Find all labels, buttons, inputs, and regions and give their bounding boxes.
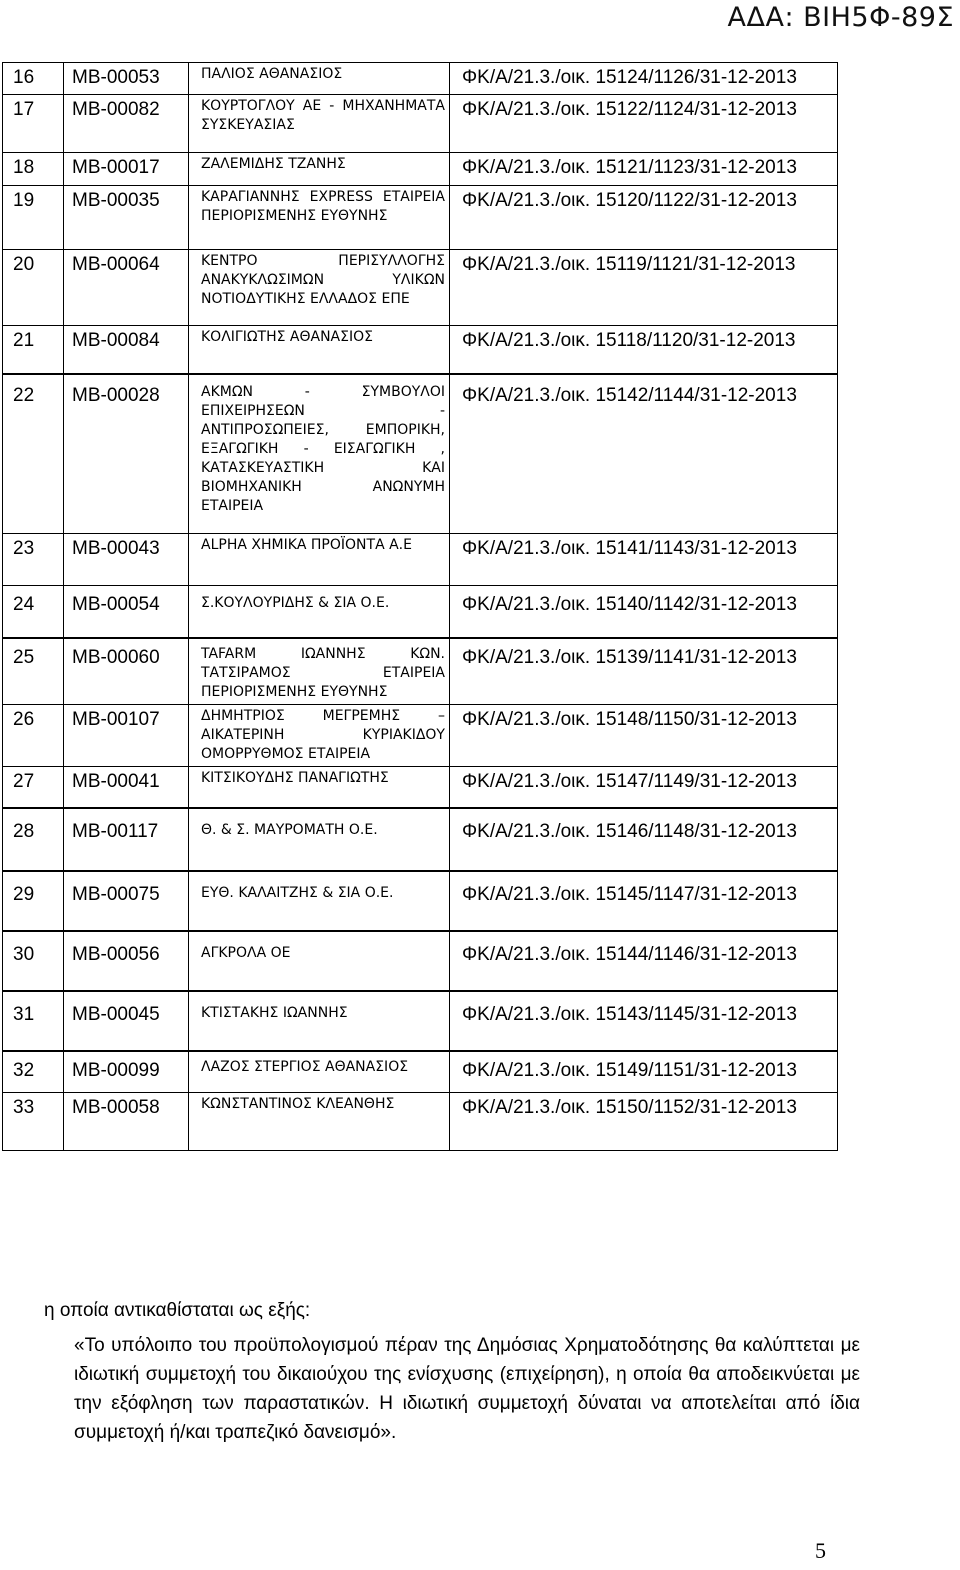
- table-row: [3, 638, 838, 705]
- row-number: 23: [13, 538, 35, 559]
- registry-code: ΜΒ-00099: [72, 1060, 160, 1081]
- code-cell: [64, 766, 189, 808]
- decision-reference: ΦΚ/Α/21.3./οικ. 15118/1120/31-12-2013: [462, 330, 796, 351]
- decision-reference: ΦΚ/Α/21.3./οικ. 15141/1143/31-12-2013: [462, 538, 797, 559]
- row-number-cell: [3, 95, 64, 153]
- name-cell: [189, 326, 450, 374]
- ref-cell: [450, 991, 838, 1051]
- table-row: [3, 186, 838, 250]
- name-cell: [189, 95, 450, 153]
- row-number: 28: [13, 821, 35, 842]
- name-cell: [189, 931, 450, 991]
- row-number: 29: [13, 884, 35, 905]
- code-cell: [64, 1051, 189, 1092]
- decision-reference: ΦΚ/Α/21.3./οικ. 15147/1149/31-12-2013: [462, 770, 797, 792]
- row-number: 16: [13, 67, 35, 88]
- code-cell: [64, 250, 189, 326]
- ref-cell: [450, 1051, 838, 1092]
- decision-reference: ΦΚ/Α/21.3./οικ. 15122/1124/31-12-2013: [462, 99, 797, 120]
- name-cell: [189, 991, 450, 1051]
- registry-code: ΜΒ-00028: [72, 384, 160, 406]
- ref-cell: [450, 871, 838, 931]
- decision-reference: ΦΚ/Α/21.3./οικ. 15150/1152/31-12-2013: [462, 1096, 797, 1118]
- code-cell: [64, 153, 189, 186]
- table-row: [3, 871, 838, 931]
- company-name: Σ.ΚΟΥΛΟΥΡΙΔΗΣ & ΣΙΑ Ο.Ε.: [201, 595, 390, 611]
- code-cell: [64, 871, 189, 931]
- company-name: ΚΕΝΤΡΟ ΠΕΡΙΣΥΛΛΟΓΗΣ ΑΝΑΚΥΚΛΩΣΙΜΩΝ ΥΛΙΚΩΝ ΝΟΤΙΟΔΥΤΙΚΗΣ ΕΛΛΑΔΟΣ ΕΠΕ: [201, 253, 445, 307]
- row-number-cell: [3, 931, 64, 991]
- decision-reference: ΦΚ/Α/21.3./οικ. 15144/1146/31-12-2013: [462, 944, 797, 965]
- company-name: ΚΑΡΑΓΙΑΝΝΗΣ EXPRESS ΕΤΑΙΡΕΙΑ ΠΕΡΙΟΡΙΣΜΕΝΗΣ ΕΥΘΥΝΗΣ: [201, 189, 445, 224]
- table-row: [3, 808, 838, 871]
- ref-cell: [450, 931, 838, 991]
- row-number: 24: [13, 594, 35, 615]
- company-name: ΖΑΛΕΜΙΔΗΣ ΤΖΑΝΗΣ: [201, 156, 346, 172]
- registry-code: ΜΒ-00117: [72, 821, 159, 842]
- registry-code: ΜΒ-00082: [72, 99, 160, 120]
- code-cell: [64, 95, 189, 153]
- code-cell: [64, 63, 189, 95]
- row-number-cell: [3, 1051, 64, 1092]
- decision-reference: ΦΚ/Α/21.3./οικ. 15148/1150/31-12-2013: [462, 708, 797, 730]
- row-number-cell: [3, 704, 64, 766]
- ref-cell: [450, 153, 838, 186]
- table-row: [3, 931, 838, 991]
- code-cell: [64, 1092, 189, 1150]
- registry-code: ΜΒ-00084: [72, 330, 160, 351]
- row-number: 27: [13, 770, 35, 792]
- registry-code: ΜΒ-00058: [72, 1096, 160, 1118]
- registry-code: ΜΒ-00035: [72, 190, 160, 211]
- row-number: 32: [13, 1060, 35, 1081]
- decision-reference: ΦΚ/Α/21.3./οικ. 15140/1142/31-12-2013: [462, 594, 797, 615]
- company-name: ΠΑΛΙΟΣ ΑΘΑΝΑΣΙΟΣ: [201, 66, 343, 82]
- company-name: ALPHA ΧΗΜΙΚΑ ΠΡΟΪΟΝΤΑ Α.Ε: [201, 537, 412, 553]
- decision-reference: ΦΚ/Α/21.3./οικ. 15139/1141/31-12-2013: [462, 646, 797, 668]
- name-cell: [189, 766, 450, 808]
- name-cell: [189, 704, 450, 766]
- ref-cell: [450, 808, 838, 871]
- table-row: [3, 1051, 838, 1092]
- row-number: 19: [13, 190, 35, 211]
- company-name: ΚΩΝΣΤΑΝΤΙΝΟΣ ΚΛΕΑΝΘΗΣ: [201, 1095, 395, 1112]
- code-cell: [64, 326, 189, 374]
- row-number-cell: [3, 991, 64, 1051]
- ref-cell: [450, 704, 838, 766]
- row-number-cell: [3, 586, 64, 638]
- decision-reference: ΦΚ/Α/21.3./οικ. 15149/1151/31-12-2013: [462, 1060, 797, 1081]
- intro-text: η οποία αντικαθίσταται ως εξής:: [44, 1300, 311, 1321]
- registry-code: ΜΒ-00043: [72, 538, 160, 559]
- registry-code: ΜΒ-00107: [72, 708, 160, 730]
- row-number: 25: [13, 646, 35, 668]
- table-row: [3, 534, 838, 586]
- name-cell: [189, 374, 450, 534]
- decision-reference: ΦΚ/Α/21.3./οικ. 15142/1144/31-12-2013: [462, 384, 797, 406]
- ref-cell: [450, 1092, 838, 1150]
- company-name: ΛΑΖΟΣ ΣΤΕΡΓΙΟΣ ΑΘΑΝΑΣΙΟΣ: [201, 1059, 409, 1075]
- name-cell: [189, 638, 450, 705]
- decision-reference: ΦΚ/Α/21.3./οικ. 15146/1148/31-12-2013: [462, 821, 797, 842]
- name-cell: [189, 153, 450, 186]
- code-cell: [64, 534, 189, 586]
- code-cell: [64, 931, 189, 991]
- beneficiaries-table: [2, 62, 838, 1151]
- ref-cell: [450, 586, 838, 638]
- table-row: [3, 586, 838, 638]
- code-cell: [64, 704, 189, 766]
- company-name: ΚΟΛΙΓΙΩΤΗΣ ΑΘΑΝΑΣΙΟΣ: [201, 329, 373, 345]
- decision-reference: ΦΚ/Α/21.3./οικ. 15143/1145/31-12-2013: [462, 1004, 797, 1025]
- ref-cell: [450, 766, 838, 808]
- table-row: [3, 326, 838, 374]
- code-cell: [64, 991, 189, 1051]
- ref-cell: [450, 326, 838, 374]
- row-number-cell: [3, 153, 64, 186]
- registry-code: ΜΒ-00064: [72, 254, 160, 275]
- company-name: TAFARM ΙΩΑΝΝΗΣ ΚΩΝ. ΤΑΤΣΙΡΑΜΟΣ ΕΤΑΙΡΕΙΑ ΠΕΡΙΟΡΙΣΜΕΝΗΣ ΕΥΘΥΝΗΣ: [201, 645, 445, 700]
- page-number: 5: [815, 1538, 826, 1563]
- name-cell: [189, 1092, 450, 1150]
- row-number-cell: [3, 63, 64, 95]
- ref-cell: [450, 374, 838, 534]
- ref-cell: [450, 95, 838, 153]
- company-name: ΔΗΜΗΤΡΙΟΣ ΜΕΓΡΕΜΗΣ – ΑΙΚΑΤΕΡΙΝΗ ΚΥΡΙΑΚΙΔΟΥ ΟΜΟΡΡΥΘΜΟΣ ΕΤΑΙΡΕΙΑ: [201, 707, 445, 762]
- row-number-cell: [3, 766, 64, 808]
- ref-cell: [450, 63, 838, 95]
- decision-reference: ΦΚ/Α/21.3./οικ. 15119/1121/31-12-2013: [462, 254, 796, 275]
- row-number-cell: [3, 186, 64, 250]
- registry-code: ΜΒ-00075: [72, 884, 160, 905]
- name-cell: [189, 586, 450, 638]
- code-cell: [64, 374, 189, 534]
- registry-code: ΜΒ-00054: [72, 594, 160, 615]
- row-number: 17: [13, 99, 35, 120]
- table-row: [3, 374, 838, 534]
- registry-code: ΜΒ-00056: [72, 944, 160, 965]
- row-number: 30: [13, 944, 35, 965]
- name-cell: [189, 1051, 450, 1092]
- company-name: Θ. & Σ. ΜΑΥΡΟΜΑΤΗ Ο.Ε.: [201, 822, 378, 838]
- name-cell: [189, 63, 450, 95]
- row-number: 21: [13, 330, 35, 351]
- ada-code: ΑΔΑ: ΒΙΗ5Φ-89Σ: [727, 2, 954, 33]
- row-number-cell: [3, 1092, 64, 1150]
- row-number-cell: [3, 374, 64, 534]
- decision-reference: ΦΚ/Α/21.3./οικ. 15124/1126/31-12-2013: [462, 67, 797, 88]
- company-name: ΚΤΙΣΤΑΚΗΣ ΙΩΑΝΝΗΣ: [201, 1005, 348, 1021]
- company-name: ΚΙΤΣΙΚΟΥΔΗΣ ΠΑΝΑΓΙΩΤΗΣ: [201, 769, 389, 786]
- row-number-cell: [3, 808, 64, 871]
- registry-code: ΜΒ-00053: [72, 67, 160, 88]
- row-number: 33: [13, 1096, 35, 1118]
- table-row: [3, 250, 838, 326]
- ref-cell: [450, 534, 838, 586]
- ref-cell: [450, 638, 838, 705]
- decision-reference: ΦΚ/Α/21.3./οικ. 15121/1123/31-12-2013: [462, 157, 797, 178]
- registry-code: ΜΒ-00060: [72, 646, 160, 668]
- decision-reference: ΦΚ/Α/21.3./οικ. 15120/1122/31-12-2013: [462, 190, 797, 211]
- decision-reference: ΦΚ/Α/21.3./οικ. 15145/1147/31-12-2013: [462, 884, 797, 905]
- table-row: [3, 766, 838, 808]
- company-name: ΚΟΥΡΤΟΓΛΟΥ ΑΕ - ΜΗΧΑΝΗΜΑΤΑ ΣΥΣΚΕΥΑΣΙΑΣ: [201, 98, 445, 133]
- row-number-cell: [3, 326, 64, 374]
- replacement-paragraph: «Το υπόλοιπο του προϋπολογισμού πέραν της Δημόσιας Χρηματοδότησης θα καλύπτεται με ιδιωτική συμμετοχή του δικαιούχου της ενίσχυσης (επιχείρηση), η οποία θα αποδεικνύεται με την εξόφληση των παραστατικών. Η ιδιωτική συμμετοχή δύναται να αποτελείται από ίδια συμμετοχή ή/και τραπεζικό δανεισμό».: [74, 1335, 860, 1443]
- company-name: ΑΓΚΡΟΛΑ ΟΕ: [201, 945, 291, 961]
- row-number: 20: [13, 254, 35, 275]
- code-cell: [64, 186, 189, 250]
- code-cell: [64, 808, 189, 871]
- table-row: [3, 704, 838, 766]
- ref-cell: [450, 250, 838, 326]
- name-cell: [189, 250, 450, 326]
- table-row: [3, 1092, 838, 1150]
- registry-code: ΜΒ-00017: [72, 157, 160, 178]
- row-number: 18: [13, 157, 35, 178]
- row-number: 26: [13, 708, 35, 730]
- registry-code: ΜΒ-00045: [72, 1004, 160, 1025]
- row-number-cell: [3, 534, 64, 586]
- company-name: ΕΥΘ. ΚΑΛΑΙΤΖΗΣ & ΣΙΑ Ο.Ε.: [201, 885, 394, 901]
- ref-cell: [450, 186, 838, 250]
- table-row: [3, 153, 838, 186]
- table-row: [3, 63, 838, 95]
- table-row: [3, 991, 838, 1051]
- row-number: 22: [13, 384, 35, 406]
- code-cell: [64, 638, 189, 705]
- row-number: 31: [13, 1004, 35, 1025]
- name-cell: [189, 186, 450, 250]
- row-number-cell: [3, 250, 64, 326]
- row-number-cell: [3, 638, 64, 705]
- code-cell: [64, 586, 189, 638]
- table-row: [3, 95, 838, 153]
- name-cell: [189, 871, 450, 931]
- name-cell: [189, 808, 450, 871]
- row-number-cell: [3, 871, 64, 931]
- name-cell: [189, 534, 450, 586]
- company-name: ΑΚΜΩΝ - ΣΥΜΒΟΥΛΟΙ ΕΠΙΧΕΙΡΗΣΕΩΝ - ΑΝΤΙΠΡΟΣΩΠΕΙΕΣ, ΕΜΠΟΡΙΚΗ, ΕΞΑΓΩΓΙΚΗ - ΕΙΣΑΓΩΓΙΚΗ , ΚΑΤΑΣΚΕΥΑΣΤΙΚΗ ΚΑΙ ΒΙΟΜΗΧΑΝΙΚΗ ΑΝΩΝΥΜΗ ΕΤΑΙΡΕΙΑ: [201, 383, 445, 514]
- registry-code: ΜΒ-00041: [72, 770, 160, 792]
